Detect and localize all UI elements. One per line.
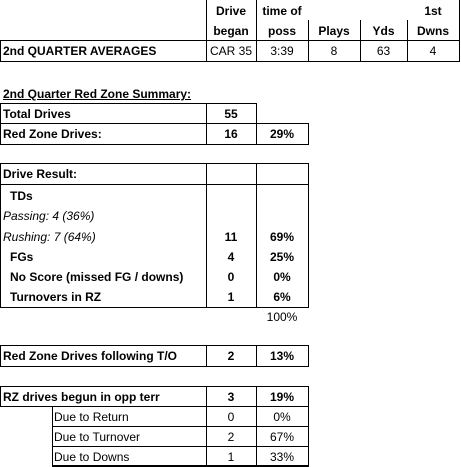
grid-line (52, 426, 309, 427)
turnovers-pct: 6% (273, 290, 291, 304)
grid-line (52, 406, 53, 466)
grid-line (206, 103, 207, 145)
opp-terr-pct: 19% (269, 390, 295, 404)
grid-line (0, 184, 309, 185)
header-first-downs-line1: 1st (424, 4, 442, 18)
grid-line (0, 103, 1, 145)
rz-drives-pct: 29% (269, 127, 295, 141)
tds-value: 11 (224, 230, 238, 244)
grid-line (256, 345, 257, 367)
grid-line (308, 386, 309, 466)
grid-line (0, 103, 257, 104)
drive-result-title: Drive Result: (3, 167, 78, 181)
grid-line (0, 406, 309, 407)
due-to-downs-pct: 33% (269, 450, 295, 464)
grid-line (308, 345, 309, 367)
header-time-of-poss-line2: poss (267, 24, 296, 38)
total-drives-label: Total Drives (3, 107, 71, 121)
grid-line (0, 163, 1, 308)
grid-line (0, 163, 309, 164)
grid-line (308, 123, 309, 145)
turnovers-label: Turnovers in RZ (10, 290, 102, 304)
no-score-label: No Score (missed FG / downs) (10, 270, 184, 284)
due-to-downs-value: 1 (227, 450, 235, 464)
total-pct: 100% (266, 310, 298, 324)
tds-label: TDs (10, 189, 33, 203)
following-to-pct: 13% (269, 349, 295, 363)
grid-line (256, 163, 257, 308)
due-to-downs-label: Due to Downs (54, 450, 130, 464)
passing-label: Passing: 4 (36%) (3, 209, 95, 223)
grid-line (256, 0, 257, 62)
grid-line (459, 0, 460, 62)
averages-yds: 63 (376, 44, 391, 58)
rz-drives-label: Red Zone Drives: (3, 127, 102, 141)
following-to-value: 2 (227, 349, 235, 363)
due-to-return-label: Due to Return (54, 410, 129, 424)
due-to-return-pct: 0% (273, 410, 291, 424)
grid-line (407, 20, 408, 62)
averages-first-downs: 4 (429, 44, 437, 58)
turnovers-value: 1 (227, 290, 235, 304)
grid-line (0, 386, 1, 407)
header-drive-began-line1: Drive (215, 4, 247, 18)
grid-line (308, 20, 309, 62)
no-score-pct: 0% (273, 270, 291, 284)
grid-line (256, 386, 257, 466)
header-time-of-poss-line1: time of (262, 4, 302, 18)
grid-line (0, 123, 309, 124)
grid-line (52, 446, 309, 447)
header-first-downs-line2: Dwns (416, 24, 449, 38)
grid-line (206, 345, 207, 367)
rushing-label: Rushing: 7 (64%) (3, 230, 96, 244)
due-to-turnover-pct: 67% (269, 430, 295, 444)
grid-line (0, 345, 1, 367)
grid-line (308, 163, 309, 308)
header-yds: Yds (372, 24, 395, 38)
averages-label: 2nd QUARTER AVERAGES (3, 44, 157, 58)
averages-time-of-poss: 3:39 (270, 44, 294, 58)
grid-line (0, 386, 309, 387)
grid-line (206, 386, 207, 466)
header-drive-began-line2: began (213, 24, 249, 38)
grid-line (206, 0, 207, 62)
averages-drive-began: CAR 35 (209, 44, 253, 58)
grid-line (360, 20, 361, 62)
grid-line (0, 40, 460, 41)
following-to-label: Red Zone Drives following T/O (3, 349, 178, 363)
total-drives-value: 55 (224, 107, 238, 121)
grid-line (0, 345, 309, 346)
opp-terr-label: RZ drives begun in opp terr (3, 390, 160, 404)
grid-line (0, 307, 309, 308)
header-plays: Plays (318, 24, 350, 38)
grid-line (0, 61, 460, 62)
summary-title: 2nd Quarter Red Zone Summary: (3, 87, 192, 101)
tds-pct: 69% (269, 230, 295, 244)
opp-terr-value: 3 (227, 390, 235, 404)
due-to-return-value: 0 (227, 410, 235, 424)
due-to-turnover-label: Due to Turnover (54, 430, 141, 444)
grid-line (206, 163, 207, 308)
grid-line (256, 103, 257, 145)
rz-drives-value: 16 (224, 127, 238, 141)
averages-plays: 8 (330, 44, 338, 58)
grid-line (0, 144, 309, 145)
due-to-turnover-value: 2 (227, 430, 235, 444)
fgs-pct: 25% (269, 250, 295, 264)
no-score-value: 0 (227, 270, 235, 284)
fgs-label: FGs (10, 250, 34, 264)
grid-line (0, 366, 309, 367)
grid-line (0, 40, 1, 62)
fgs-value: 4 (227, 250, 235, 264)
